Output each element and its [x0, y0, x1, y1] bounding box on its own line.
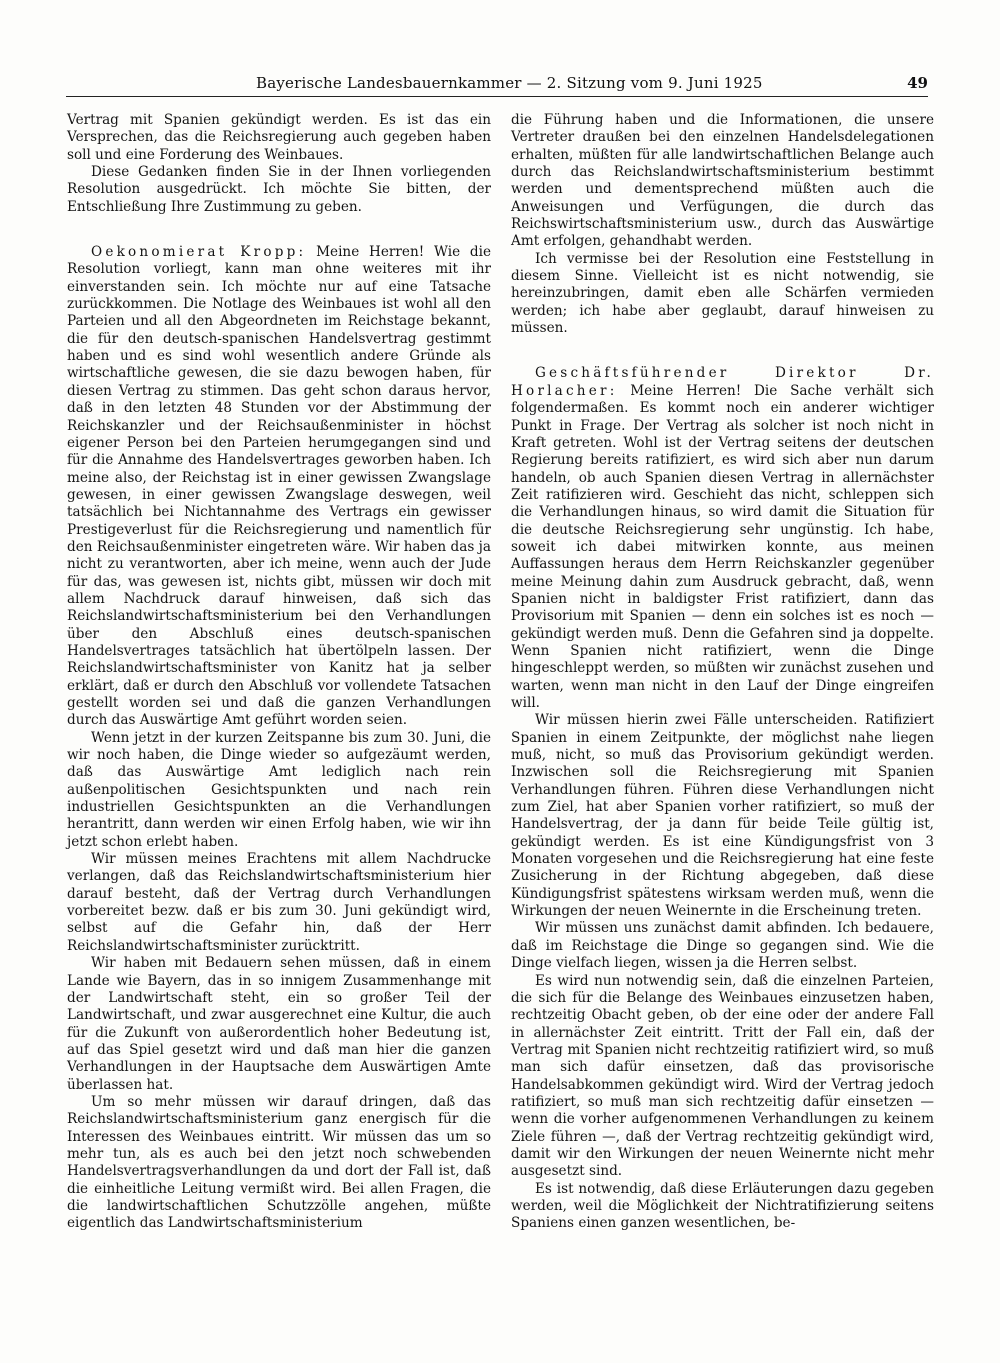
paragraph: Wir müssen hierin zwei Fälle unterscheiden. Ratifiziert Spanien in einem Zeitpunkte, der möglichst nahe liegen muß, nicht, so muß das Provisorium gekündigt werden. Inzwischen soll die Reichsregierung mit Spanien Verhandlungen führen. Führen diese Verhandlungen nicht zum Ziel, hat aber Spanien vorher ratifiziert, so muß der Handelsvertrag, der ja dann für beide Teile gültig ist, gekündigt werden. Es ist eine Kündigungsfrist von 3 Monaten vorgesehen und die Reichsregierung hat eine feste Zusicherung in der Richtung abgegeben, daß diese Kündigungsfrist spätestens wirksam werden muß, wenn die Wirkungen der neuen Weinernte in die Erscheinung treten. — [511, 712, 934, 920]
paragraph: Es wird nun notwendig sein, daß die einzelnen Parteien, die sich für die Belange des Weinbaues einzusetzen haben, rechtzeitig Obacht geben, ob der eine oder der andere Fall in allernächster Zeit eintritt. Tritt der Fall ein, daß der Vertrag mit Spanien nicht rechtzeitig ratifiziert wird, so muß man sich dafür einsetzen, daß das provisorische Handelsabkommen gekündigt wird. Wird der Vertrag jedoch ratifiziert, so muß man sich rechtzeitig dafür einsetzen — wenn die vorher aufgenommenen Verhandlungen zu keinem Ziele führen —, daß der Vertrag rechtzeitig gekündigt wird, damit wir den Wirkungen der neuen Weinernte nicht mehr ausgesetzt sind. — [511, 972, 934, 1180]
paragraph: Vertrag mit Spanien gekündigt werden. Es ist das ein Versprechen, das die Reichsregierung auch gegeben haben soll und eine Forderung des Weinbaues. — [67, 112, 491, 163]
speech-paragraph — [67, 244, 491, 730]
left-column — [67, 112, 491, 1233]
paragraph: Es ist notwendig, daß diese Erläuterungen dazu gegeben werden, weil die Möglichkeit der Nichtratifizierung seitens Spaniens einen ganzen wesentlichen, be- — [511, 1180, 934, 1232]
right-column — [511, 112, 934, 1233]
speaker-name: Geschäftsführender Direktor Dr. Horlacher: — [511, 365, 934, 399]
paragraph: Um so mehr müssen wir darauf dringen, daß das Reichslandwirtschaftsministerium ganz energisch für die Interessen des Weinbaues eintritt. Wir müssen das um so mehr tun, als es auch bei den jetzt noch schwebenden Handelsvertragsverhandlungen da und dort der Fall ist, daß die einheitliche Leitung vermißt wird. Bei allen Fragen, die die landwirtschaftlichen Schutzzölle angehen, müßte eigentlich das Landwirtschaftsministerium — [67, 1093, 491, 1232]
paragraph: die Führung haben und die Informationen, die unsere Vertreter draußen bei den einzelnen Handelsdelegationen erhalten, müßten für alle landwirtschaftlichen Belange auch durch das Reichslandwirtschaftsministerium bestimmt werden und dementsprechend müßten auch die Anweisungen und Verfügungen, die durch das Reichswirtschaftsministerium usw., durch das Auswärtige Amt erfolgen, gehandhabt werden. — [511, 112, 934, 250]
running-title: Bayerische Landesbauernkammer — 2. Sitzung vom 9. Juni 1925 — [256, 74, 763, 92]
paragraph: Diese Gedanken finden Sie in der Ihnen vorliegenden Resolution ausgedrückt. Ich möchte Sie bitten, der Entschließung Ihre Zustimmung zu geben. — [67, 164, 491, 215]
paragraph: Wir haben mit Bedauern sehen müssen, daß in einem Lande wie Bayern, das in so innigem Zusammenhange mit der Landwirtschaft steht, ein so großer Teil der Landwirtschaft, und zwar ausgerechnet eine Kultur, die auch für die Zukunft von außerordentlich hoher Bedeutung ist, auf das Spiel gesetzt wird und daß man hier die ganzen Verhandlungen in der Hauptsache dem Auswärtigen Amte überlassen hat. — [67, 955, 491, 1093]
paragraph: Ich vermisse bei der Resolution eine Feststellung in diesem Sinne. Vielleicht ist es nicht notwendig, sie hereinzubringen, damit eben alle Schärfen vermieden werden; ich habe aber geglaubt, darauf hinweisen zu müssen. — [511, 250, 934, 337]
speech-text: Meine Herren! Die Sache verhält sich folgendermaßen. Es kommt noch ein anderer wichtiger Punkt in Frage. Der Vertrag als solcher ist noch nicht in Kraft getreten. Wohl ist der Vertrag seitens der deutschen Regierung bereits ratifiziert, es wird sich aber nun darum handeln, ob auch Spanien diesen Vertrag in allernächster Zeit ratifizieren wird. Geschieht das nicht, schleppen sich die Verhandlungen hinaus, so wird damit die Situation für die deutsche Reichsregierung sehr ungünstig. Ich habe, soweit ich dabei mitwirken konnte, aus meinen Auffassungen heraus dem Herrn Reichskanzler gegenüber meine Meinung dahin zum Ausdruck gebracht, daß, wenn Spanien nicht in baldigster Frist ratifiziert, dann das Provisorium mit Spanien — denn ein solches ist es noch — gekündigt werden muß. Denn die Gefahren sind ja doppelte. Wenn Spanien nicht ratifiziert, wenn die Dinge hingeschleppt werden, so müßten wir zunächst zusehen und warten, wenn man nicht in den Lauf der Dinge eingreifen will. — [511, 382, 934, 711]
page-number: 49 — [907, 74, 928, 92]
paragraph: Wenn jetzt in der kurzen Zeitspanne bis zum 30. Juni, die wir noch haben, die Dinge wieder so aufgezäumt werden, daß das Auswärtige Amt lediglich nach rein außenpolitischen Gesichtspunkten und nach rein industriellen Gesichtspunkten an die Verhandlungen herantritt, dann werden wir einen Erfolg haben, wie wir ihn jetzt schon erlebt haben. — [67, 729, 491, 850]
speech-text: Meine Herren! Wie die Resolution vorliegt, kann man ohne weiteres mit ihr einverstanden sein. Ich möchte nur auf eine Tatsache zurückkommen. Die Notlage des Weinbaues ist wohl all den Parteien und all den Abgeordneten im Reichstage bekannt, die für den deutsch-spanischen Handelsvertrag gestimmt haben und es sind wohl wesentlich andere Gründe als wirtschaftliche gewesen, die sie dazu bewogen haben, für diesen Vertrag zu stimmen. Das geht schon daraus hervor, daß in den letzten 48 Stunden vor der Abstimmung der Reichskanzler und der Reichsaußenminister in höchst eigener Person bei den Parteien herumgegangen sind und für die Annahme des Handelsvertrages geworben haben. Ich meine also, der Reichstag ist in einer gewissen Zwangslage gewesen, in einer gewissen Zwangslage deswegen, weil tatsächlich bei Nichtannahme des Vertrags ein gewisser Prestigeverlust für die Reichsregierung und namentlich für den Reichsaußenminister eingetreten wäre. Wir haben das ja nicht zu verantworten, aber ich meine, wenn auch der Jude für das, was gewesen ist, nichts gibt, müssen wir doch mit allem Nachdruck darauf hinweisen, daß sich das Reichslandwirtschaftsministerium bei den Verhandlungen über den Abschluß eines deutsch-spanischen Handelsvertrages tatsächlich hat übertölpeln lassen. Der Reichslandwirtschaftsminister von Kanitz hat ja selber erklärt, daß er durch den Abschluß vor vollendete Tatsachen gestellt worden sei und daß die ganzen Verhandlungen durch das Auswärtige Amt geführt worden seien. — [67, 244, 492, 729]
speech-paragraph — [511, 365, 934, 712]
speaker-name: Oekonomierat Kropp: — [91, 244, 307, 261]
paragraph: Wir müssen meines Erachtens mit allem Nachdrucke verlangen, daß das Reichslandwirtschaftsministerium hier darauf besteht, daß der Vertrag durch Verhandlungen vorbereitet bezw. daß er bis zum 30. Juni gekündigt wird, selbst auf die Gefahr hin, daß der Herr Reichslandwirtschaftsminister zurücktritt. — [67, 851, 491, 954]
running-header — [66, 72, 928, 97]
paragraph: Wir müssen uns zunächst damit abfinden. Ich bedauere, daß im Reichstage die Dinge so gegangen sind. Wie die Dinge vielfach liegen, wissen ja die Herren selbst. — [511, 920, 934, 972]
